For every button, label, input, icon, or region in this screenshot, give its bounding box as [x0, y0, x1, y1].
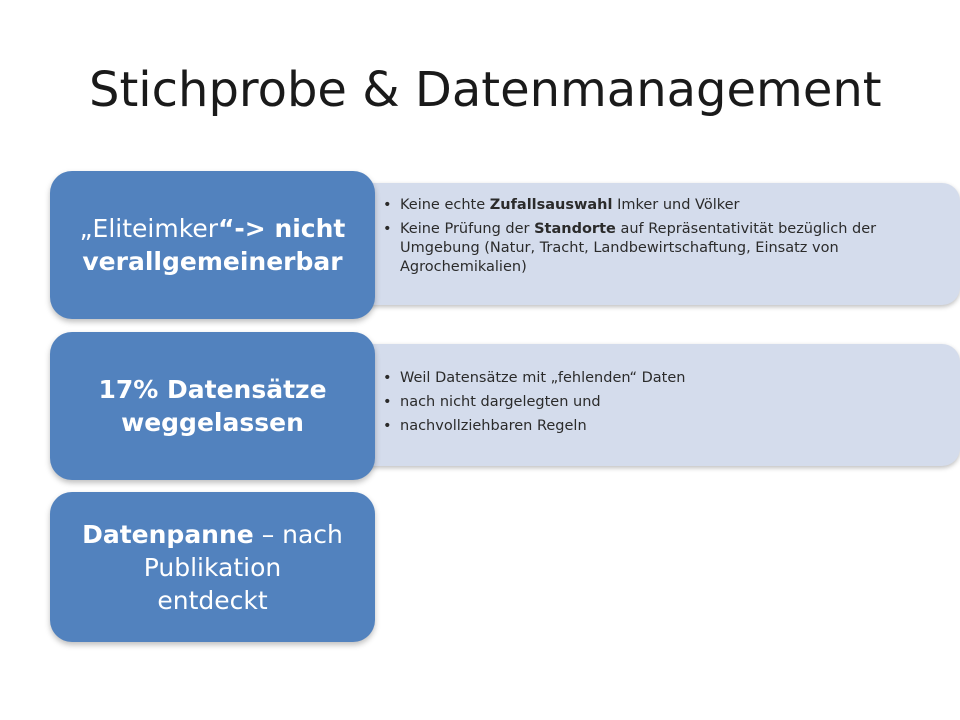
- bullet-list-eliteimker: [383, 196, 943, 282]
- heading-box-datensaetze: [50, 332, 375, 480]
- heading-text: entdeckt: [157, 585, 268, 615]
- heading-text: „Eliteimker: [79, 214, 218, 243]
- bullet-list-datensaetze: [383, 369, 943, 441]
- bullet-item: • Weil Datensätze mit „fehlenden“ Daten: [383, 369, 943, 388]
- heading-text: – nach: [253, 519, 343, 549]
- heading-text: Publikation: [143, 552, 282, 582]
- bullet-item: • Keine Prüfung der Standorte auf Repräsentativität bezüglich der Umgebung (Natur, Tracht, Landbewirtschaftung, Einsatz von Agrochemikalien): [383, 220, 943, 277]
- heading-text-bold: “-> nicht: [217, 214, 346, 243]
- heading-text-bold: verallgemeinerbar: [82, 247, 343, 276]
- bullet-item: • nach nicht dargelegten und: [383, 393, 943, 412]
- bullet-item: • nachvollziehbaren Regeln: [383, 417, 943, 436]
- bullet-bold-term: Standorte: [534, 221, 616, 237]
- bullet-item: • Keine echte Zufallsauswahl Imker und Völker: [383, 196, 943, 215]
- heading-text-bold: weggelassen: [121, 408, 304, 437]
- bullet-bold-term: Zufallsauswahl: [489, 197, 613, 213]
- heading-text-bold: 17% Datensätze: [98, 375, 327, 404]
- heading-box-eliteimker: [50, 171, 375, 319]
- detail-panel-eliteimker: [320, 183, 960, 305]
- detail-panel-datensaetze: [320, 344, 960, 466]
- heading-box-datenpanne: [50, 492, 375, 642]
- heading-text-bold: Datenpanne: [82, 519, 254, 549]
- slide-title: Stichprobe & Datenmanagement: [89, 62, 882, 118]
